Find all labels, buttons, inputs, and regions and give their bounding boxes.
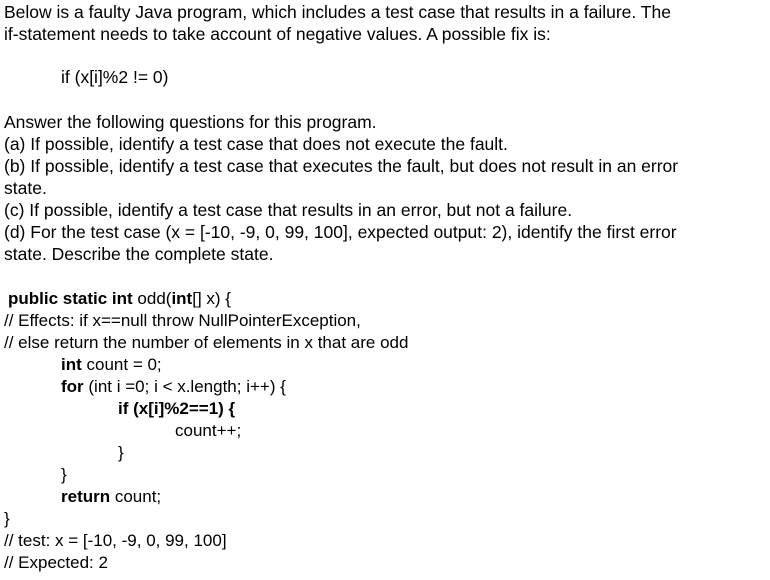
question-b-line-1: (b) If possible, identify a test case that executes the fault, but does not result in an error [4,156,679,176]
method-signature [8,288,231,310]
effects-comment-2: // else return the number of elements in x that are odd [4,333,409,352]
count-declaration-rest: count = 0; [81,355,162,374]
return-value: count; [110,487,162,506]
count-increment: count++; [175,421,242,440]
expected-comment: // Expected: 2 [4,553,108,572]
for-loop-rest: (int i =0; i < x.length; i++) { [83,377,286,396]
question-d-line-1: (d) For the test case (x = [-10, -9, 0, 99, 100], expected output: 2), identify the first error [4,222,677,242]
question-a: (a) If possible, identify a test case that does not execute the fault. [4,134,508,154]
method-close-brace: } [4,509,10,528]
signature-keywords: public static int [8,289,133,308]
if-condition: if (x[i]%2==1) { [118,399,236,418]
suggested-fix: if (x[i]%2 != 0) [61,67,169,87]
if-statement [118,398,235,420]
test-comment: // test: x = [-10, -9, 0, 99, 100] [4,531,227,550]
question-c: (c) If possible, identify a test case that results in an error, but not a failure. [4,200,573,220]
question-d-line-2: state. Describe the complete state. [4,244,274,264]
return-statement [61,486,161,508]
if-close-brace: } [118,443,124,462]
intro-line-2: if-statement needs to take account of negative values. A possible fix is: [4,24,551,44]
effects-comment-1: // Effects: if x==null throw NullPointerException, [4,311,361,330]
questions-lead: Answer the following questions for this program. [4,112,377,132]
for-close-brace: } [61,465,67,484]
signature-name: odd( [132,289,172,308]
for-loop-header [61,376,286,398]
int-keyword: int [61,355,82,374]
count-declaration [61,354,162,376]
return-keyword: return [61,487,111,506]
question-b-line-2: state. [4,178,47,198]
signature-param-type: int [171,289,193,308]
signature-rest: [] x) { [192,289,231,308]
for-keyword: for [61,377,84,396]
intro-line-1: Below is a faulty Java program, which includes a test case that results in a failure. The [4,2,671,22]
